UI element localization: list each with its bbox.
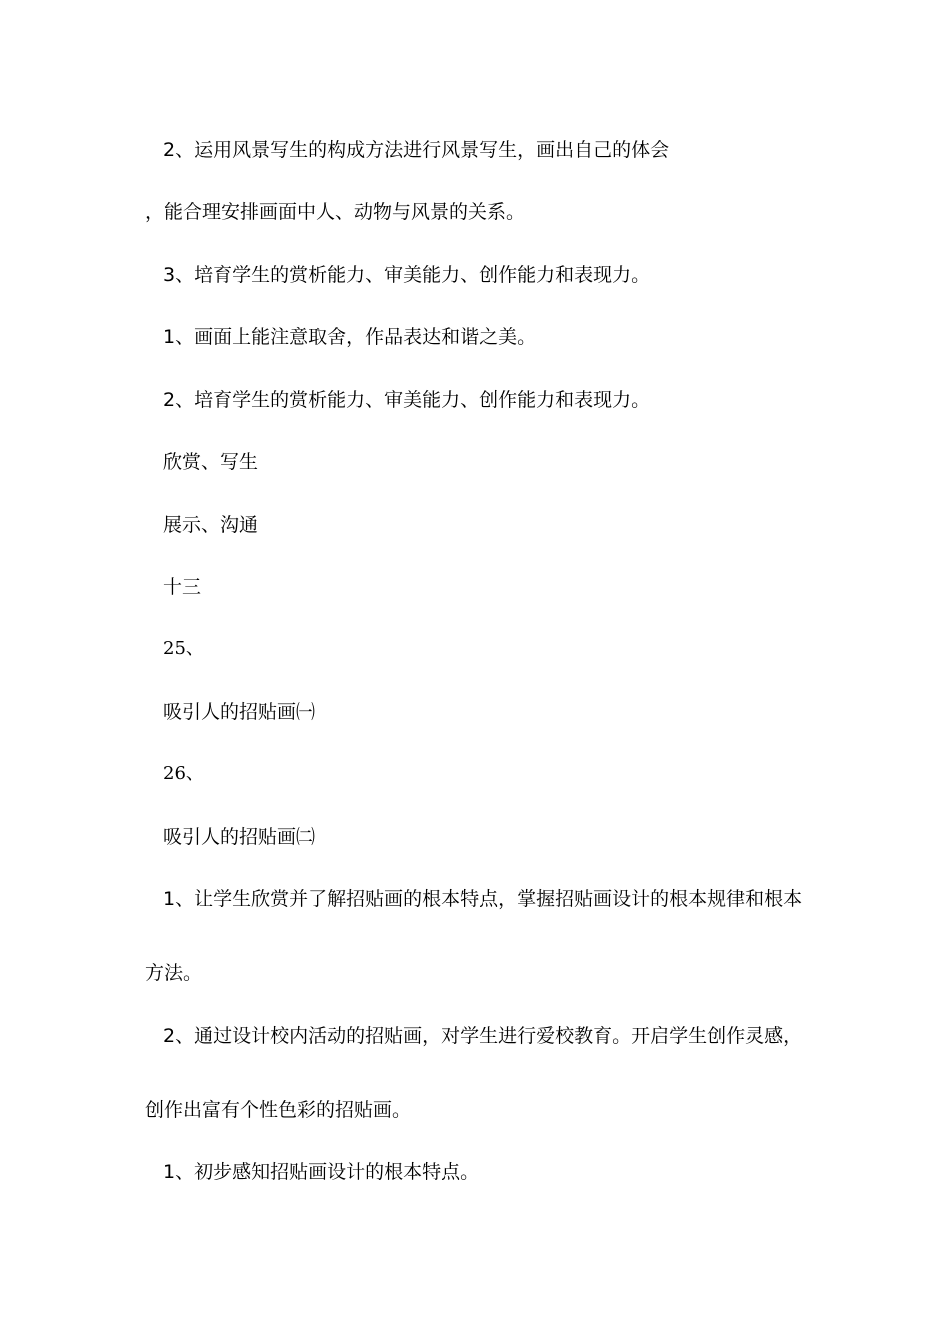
paragraph-line: 1、让学生欣赏并了解招贴画的根本特点，掌握招贴画设计的根本规律和根本 [163,888,803,910]
paragraph-line: 2、培育学生的赏析能力、审美能力、创作能力和表现力。 [163,389,651,411]
paragraph-line: 3、培育学生的赏析能力、审美能力、创作能力和表现力。 [163,264,651,286]
paragraph-line: 欣赏、写生 [163,451,259,473]
paragraph-line: 2、通过设计校内活动的招贴画，对学生进行爱校教育。开启学生创作灵感， [163,1025,803,1047]
paragraph-line: 25、 [163,638,204,659]
paragraph-line: 展示、沟通 [163,514,259,536]
paragraph-line: 1、初步感知招贴画设计的根本特点。 [163,1161,480,1183]
paragraph-line: 26、 [163,763,204,784]
paragraph-line: 十三 [163,576,202,598]
paragraph-line: 吸引人的招贴画㈠ [163,701,316,723]
paragraph-line: ，能合理安排画面中人、动物与风景的关系。 [145,201,526,223]
paragraph-line: 2、运用风景写生的构成方法进行风景写生，画出自己的体会 [163,139,670,161]
paragraph-line: 创作出富有个性色彩的招贴画。 [145,1099,412,1121]
paragraph-line: 1、画面上能注意取舍，作品表达和谐之美。 [163,326,537,348]
paragraph-line: 方法。 [145,962,203,984]
paragraph-line: 吸引人的招贴画㈡ [163,826,316,848]
